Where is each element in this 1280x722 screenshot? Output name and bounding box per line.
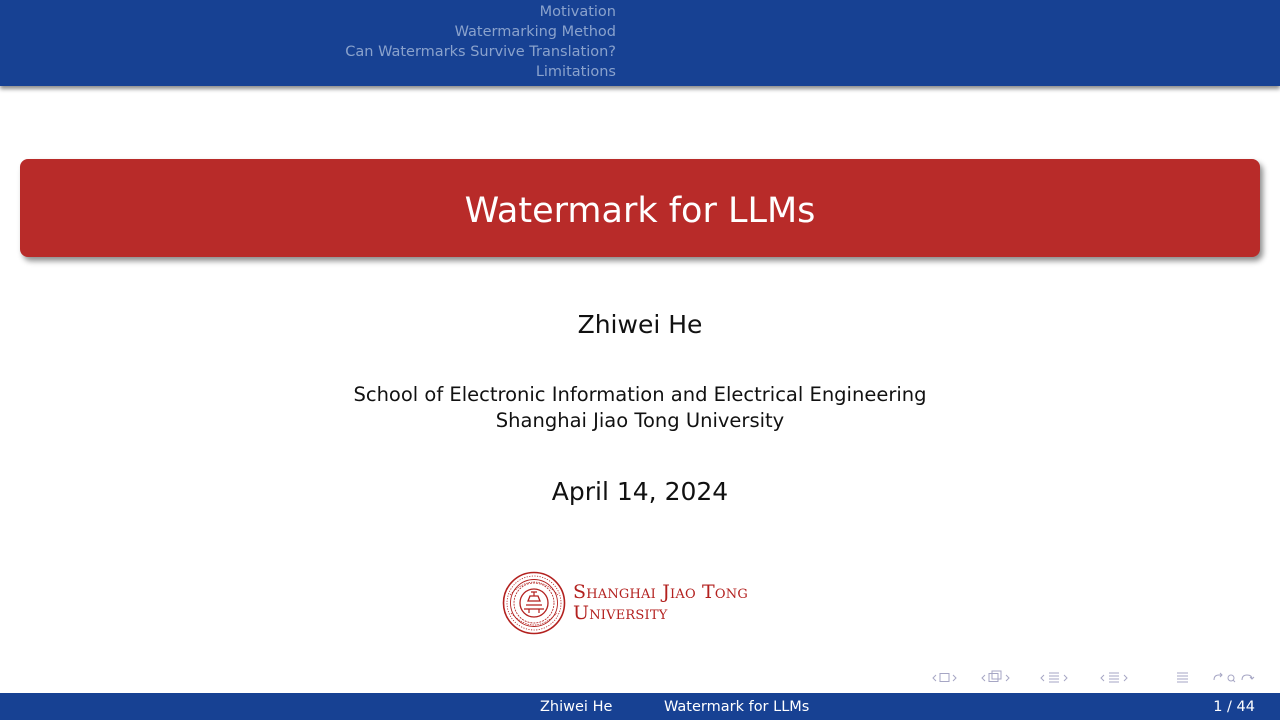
footer-author: Zhiwei He [540,699,613,715]
institute-line-1: School of Electronic Information and Electrical Engineering [353,383,927,406]
header-bar [0,0,1280,86]
logo-wordmark [573,582,748,624]
title-box [20,159,1260,257]
nav-item-translation[interactable]: Can Watermarks Survive Translation? [345,44,616,60]
footer-title: Watermark for LLMs [664,699,810,715]
institute [0,382,1280,434]
institute-line-2: Shanghai Jiao Tong University [495,409,785,432]
presentation-date: April 14, 2024 [551,477,729,506]
nav-item-watermarking-method[interactable]: Watermarking Method [454,24,616,40]
footer-bar [0,693,1280,720]
nav-item-motivation[interactable]: Motivation [539,4,616,20]
beamer-nav-symbols [930,668,1260,688]
university-seal-icon [502,571,566,635]
logo-line-1: Shanghai Jiao Tong [573,581,748,603]
nav-item-limitations[interactable]: Limitations [535,64,616,80]
author-name: Zhiwei He [577,310,703,339]
logo-line-2: University [573,602,668,624]
section-nav [0,2,616,82]
slide-title: Watermark for LLMs [464,191,816,231]
university-logo [502,571,792,635]
page-number: 1 / 44 [1213,699,1255,715]
nav-frame-icons[interactable] [930,668,1260,688]
